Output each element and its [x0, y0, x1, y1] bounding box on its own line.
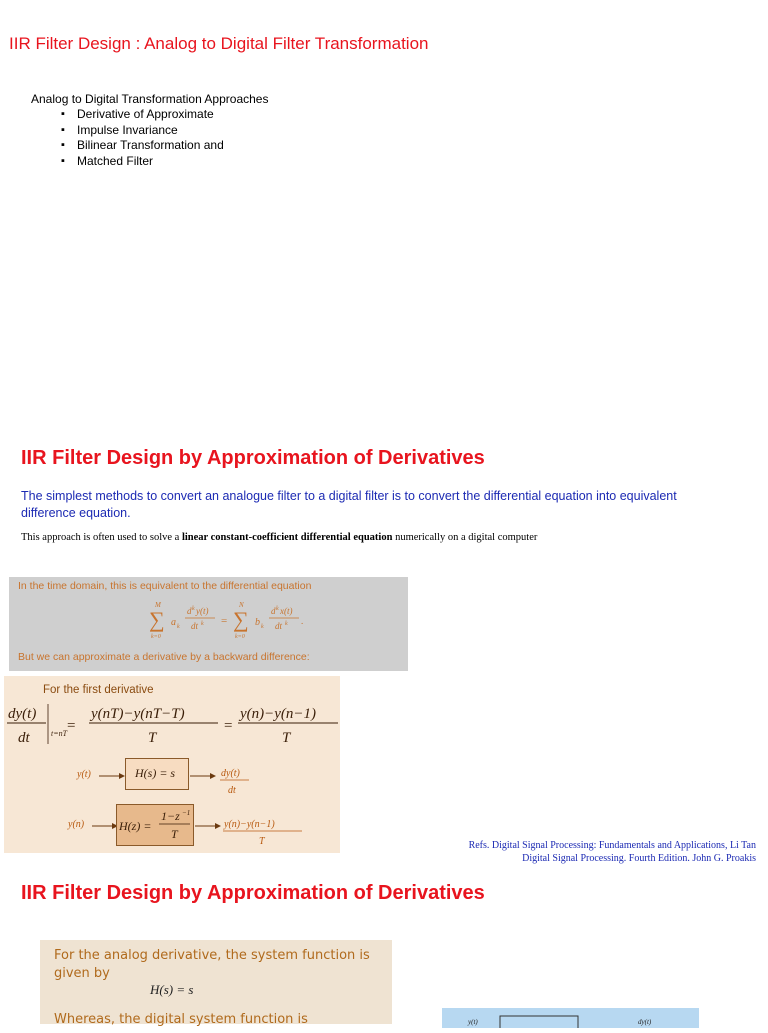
input-y-t: y(t) — [77, 769, 91, 780]
svg-text:a: a — [171, 617, 176, 628]
panel-text-line: For the analog derivative, the system function is — [54, 948, 370, 963]
arrow-icon — [92, 822, 118, 830]
arrow-icon — [99, 772, 125, 780]
first-derivative-label: For the first derivative — [43, 684, 154, 696]
h-of-s-label: H(s) = s — [135, 766, 176, 780]
differential-equation-box — [9, 577, 408, 671]
output-dy-dt — [219, 764, 253, 798]
section-title-derivatives-2: IIR Filter Design by Approximation of Derivatives — [21, 882, 485, 904]
svg-text:k: k — [201, 621, 204, 627]
approaches-heading: Analog to Digital Transformation Approaches — [31, 92, 269, 106]
svg-text:k=0: k=0 — [151, 634, 161, 640]
svg-text:=: = — [224, 718, 233, 734]
svg-text:dt: dt — [275, 621, 283, 631]
list-item: ▪ Derivative of Approximate — [77, 107, 268, 123]
time-domain-text: In the time domain, this is equivalent to the differential equation — [18, 580, 312, 592]
analog-system-function-panel — [40, 940, 392, 1027]
svg-text:dy(t): dy(t) — [221, 768, 240, 779]
analog-derivative-block — [125, 758, 189, 790]
approaches-section — [31, 92, 268, 169]
svg-text:t=nT: t=nT — [51, 729, 68, 738]
block-diagram-partial — [442, 1008, 699, 1028]
approaches-list — [31, 107, 268, 169]
svg-text:−1: −1 — [182, 809, 191, 817]
svg-text:∑: ∑ — [233, 607, 249, 632]
references — [469, 839, 756, 865]
svg-text:d: d — [187, 606, 192, 616]
approach-sentence — [21, 532, 537, 543]
svg-text:=: = — [221, 615, 228, 627]
svg-text:dt: dt — [191, 621, 199, 631]
list-item: ▪ Matched Filter — [77, 154, 268, 170]
arrow-icon — [195, 822, 221, 830]
digital-derivative-block — [116, 804, 194, 846]
approach-pre: This approach is often used to solve a — [21, 532, 182, 543]
page-title-transformation: IIR Filter Design : Analog to Digital Filter Transformation — [9, 34, 429, 53]
list-item: ▪ Impulse Invariance — [77, 123, 268, 139]
svg-text:k=0: k=0 — [235, 634, 245, 640]
svg-text:k: k — [192, 606, 195, 612]
svg-text:∑: ∑ — [149, 607, 165, 632]
svg-text:x(t): x(t) — [280, 606, 293, 616]
svg-text:T: T — [171, 827, 178, 841]
reference-line: Digital Signal Processing. Fourth Edition. John G. Proakis — [522, 853, 756, 864]
svg-text:T: T — [282, 730, 291, 746]
input-y-n: y(n) — [68, 819, 85, 830]
h-of-z-formula — [117, 805, 193, 845]
intro-paragraph: The simplest methods to convert an analogue filter to a digital filter is to convert the differential equation into equivalent difference equation. — [21, 489, 677, 520]
svg-text:H(z) =: H(z) = — [119, 819, 152, 833]
svg-text:dt: dt — [18, 730, 30, 746]
first-derivative-box — [4, 676, 340, 853]
differential-equation-formula — [149, 597, 349, 649]
backward-difference-formula — [4, 700, 340, 748]
svg-text:y(t): y(t) — [196, 606, 209, 616]
svg-text:y(t): y(t) — [468, 1018, 478, 1026]
svg-text:dt: dt — [228, 785, 236, 796]
svg-text:.: . — [301, 616, 304, 626]
svg-text:1−z: 1−z — [161, 809, 180, 823]
h-of-s-equation: H(s) = s — [150, 982, 194, 997]
section-title-derivatives: IIR Filter Design by Approximation of Derivatives — [21, 447, 485, 469]
svg-text:k: k — [276, 606, 279, 612]
svg-text:N: N — [239, 601, 244, 609]
svg-text:b: b — [255, 617, 260, 628]
svg-text:T: T — [148, 730, 157, 746]
backward-difference-text: But we can approximate a derivative by a backward difference: — [18, 651, 310, 663]
svg-text:d: d — [271, 606, 276, 616]
svg-text:=: = — [67, 718, 76, 734]
list-item: ▪ Bilinear Transformation and — [77, 138, 268, 154]
arrow-icon — [190, 772, 216, 780]
svg-text:y(n)−y(n−1): y(n)−y(n−1) — [224, 819, 275, 830]
svg-text:y(nT)−y(nT−T): y(nT)−y(nT−T) — [91, 706, 185, 722]
svg-text:k: k — [261, 624, 264, 630]
panel-text-line: Whereas, the digital system function is — [54, 1012, 308, 1027]
svg-text:k: k — [285, 621, 288, 627]
block-diagram-panel — [442, 1008, 699, 1028]
panel-text-line: given by — [54, 966, 110, 981]
approach-bold: linear constant-coefficient differential equation — [181, 532, 393, 543]
approach-post: numerically on a digital computer — [392, 532, 538, 543]
svg-text:dy(t): dy(t) — [638, 1018, 652, 1026]
svg-text:y(n)−y(n−1): y(n)−y(n−1) — [240, 706, 317, 722]
svg-text:T: T — [259, 836, 265, 847]
svg-text:dy(t): dy(t) — [8, 706, 37, 722]
reference-line: Refs. Digital Signal Processing: Fundamentals and Applications, Li Tan — [468, 840, 756, 851]
svg-text:M: M — [155, 601, 161, 609]
output-difference — [222, 816, 306, 850]
svg-text:k: k — [177, 624, 180, 630]
